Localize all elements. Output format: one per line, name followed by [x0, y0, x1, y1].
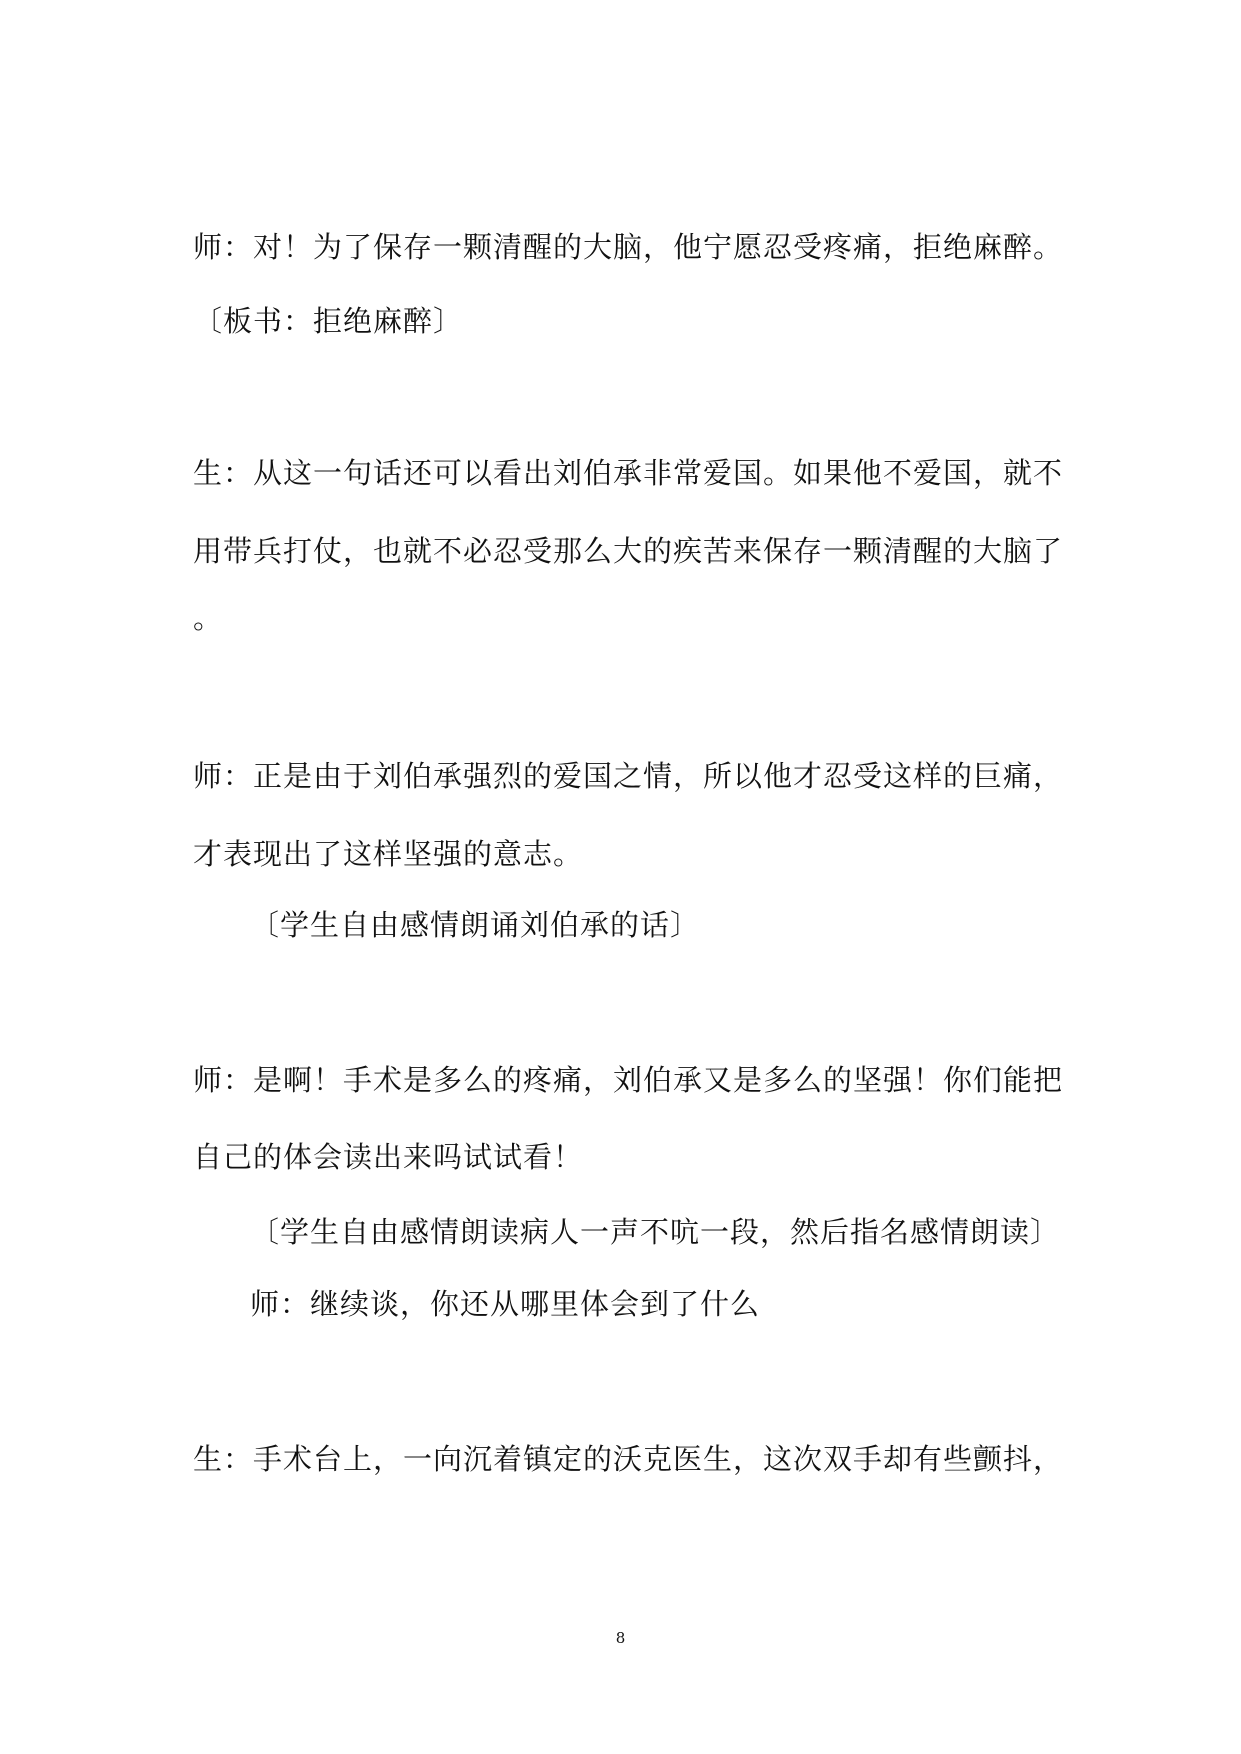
- text-line: 用带兵打仗，也就不必忍受那么大的疾苦来保存一颗清醒的大脑了: [193, 534, 1064, 568]
- text-line: 生：从这一句话还可以看出刘伯承非常爱国。如果他不爱国，就不: [193, 456, 1064, 490]
- text-line: 〔板书：拒绝麻醉〕: [193, 304, 464, 338]
- text-line: 〔学生自由感情朗读病人一声不吭一段，然后指名感情朗读〕: [250, 1215, 1061, 1249]
- text-line: 师：正是由于刘伯承强烈的爱国之情，所以他才忍受这样的巨痛，: [193, 759, 1064, 793]
- text-line: 。: [193, 601, 224, 635]
- text-line: 生：手术台上，一向沉着镇定的沃克医生，这次双手却有些颤抖，: [193, 1442, 1064, 1476]
- text-line: 师：是啊！手术是多么的疼痛，刘伯承又是多么的坚强！你们能把: [193, 1063, 1064, 1097]
- text-line: 〔学生自由感情朗诵刘伯承的话〕: [250, 908, 701, 942]
- page-number: 8: [615, 1629, 626, 1647]
- text-line: 自己的体会读出来吗试试看！: [193, 1140, 584, 1174]
- text-line: 师：继续谈，你还从哪里体会到了什么: [250, 1287, 761, 1321]
- text-line: 师：对！为了保存一颗清醒的大脑，他宁愿忍受疼痛，拒绝麻醉。: [193, 230, 1064, 264]
- text-line: 才表现出了这样坚强的意志。: [193, 837, 584, 871]
